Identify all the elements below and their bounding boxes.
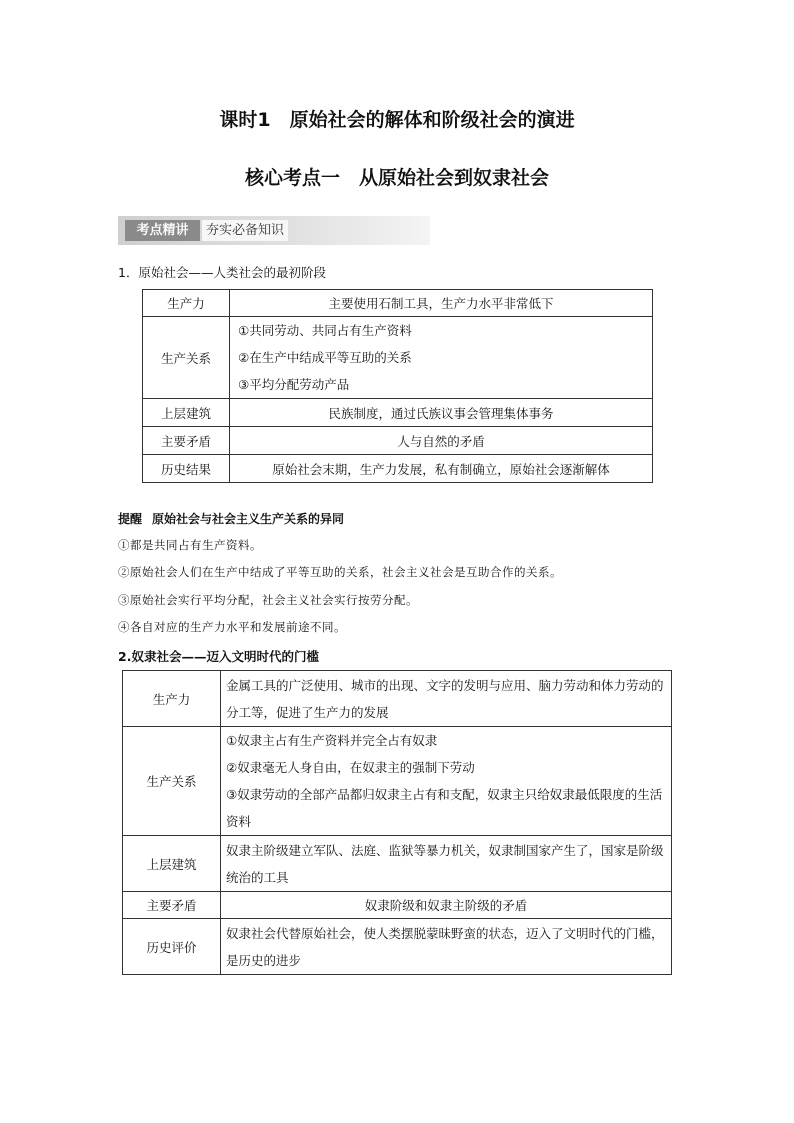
list-item: ②奴隶毫无人身自由，在奴隶主的强制下劳动 [226, 760, 475, 775]
row-key: 生产力 [123, 671, 221, 727]
row-value: 民族制度，通过氏族议事会管理集体事务 [230, 399, 653, 427]
table-row [143, 290, 653, 317]
tip-label: 提醒 [118, 512, 143, 526]
section1-heading: 1．原始社会——人类社会的最初阶段 [118, 265, 326, 280]
row-value [230, 317, 653, 399]
section-banner [118, 216, 430, 245]
row-key: 主要矛盾 [143, 427, 230, 455]
banner-tag: 考点精讲 [125, 220, 200, 241]
section2-heading: 2.奴隶社会——迈入文明时代的门槛 [118, 649, 319, 664]
table-row [143, 317, 653, 399]
slave-society-table [122, 670, 672, 975]
row-value: 原始社会末期，生产力发展，私有制确立，原始社会逐渐解体 [230, 455, 653, 483]
row-key: 生产关系 [123, 727, 221, 836]
list-item: ③奴隶劳动的全部产品都归奴隶主占有和支配，奴隶主只给奴隶最低限度的生活资料 [226, 787, 663, 829]
table-row [143, 399, 653, 427]
list-item: ①共同劳动、共同占有生产资料 [238, 323, 412, 338]
row-key: 生产力 [143, 290, 230, 317]
row-key: 上层建筑 [143, 399, 230, 427]
row-value: 主要使用石制工具，生产力水平非常低下 [230, 290, 653, 317]
list-item: ②在生产中结成平等互助的关系 [238, 350, 412, 365]
list-item: ①奴隶主占有生产资料并完全占有奴隶 [226, 733, 438, 748]
table-row [123, 727, 672, 836]
list-item: ③平均分配劳动产品 [238, 377, 350, 392]
row-key: 生产关系 [143, 317, 230, 399]
row-value: 人与自然的矛盾 [230, 427, 653, 455]
row-value [221, 727, 672, 836]
table-row [123, 836, 672, 892]
table-row [123, 671, 672, 727]
row-value: 金属工具的广泛使用、城市的出现、文字的发明与应用、脑力劳动和体力劳动的分工等，促进了生产力的发展 [221, 671, 672, 727]
row-value: 奴隶主阶级建立军队、法庭、监狱等暴力机关，奴隶制国家产生了，国家是阶级统治的工具 [221, 836, 672, 892]
row-key: 主要矛盾 [123, 892, 221, 919]
table-row [123, 892, 672, 919]
row-value: 奴隶社会代替原始社会，使人类摆脱蒙昧野蛮的状态，迈入了文明时代的门槛，是历史的进步 [221, 919, 672, 975]
tip-heading [118, 510, 344, 527]
table-row [123, 919, 672, 975]
primitive-society-table [142, 289, 653, 483]
row-value: 奴隶阶级和奴隶主阶级的矛盾 [221, 892, 672, 919]
tip-title: 原始社会与社会主义生产关系的异同 [152, 512, 345, 526]
row-key: 历史结果 [143, 455, 230, 483]
banner-label: 夯实必备知识 [202, 220, 288, 241]
table-row [143, 455, 653, 483]
table-row [143, 427, 653, 455]
tip-item: ③原始社会实行平均分配，社会主义社会实行按劳分配。 [118, 593, 418, 607]
tip-item: ④各自对应的生产力水平和发展前途不同。 [118, 620, 346, 634]
row-key: 上层建筑 [123, 836, 221, 892]
page-title: 课时1 原始社会的解体和阶级社会的演进 [219, 109, 575, 131]
tip-item: ②原始社会人们在生产中结成了平等互助的关系，社会主义社会是互助合作的关系。 [118, 565, 562, 579]
section-title: 核心考点一 从原始社会到奴隶社会 [244, 167, 549, 189]
row-key: 历史评价 [123, 919, 221, 975]
tip-item: ①都是共同占有生产资料。 [118, 538, 262, 552]
